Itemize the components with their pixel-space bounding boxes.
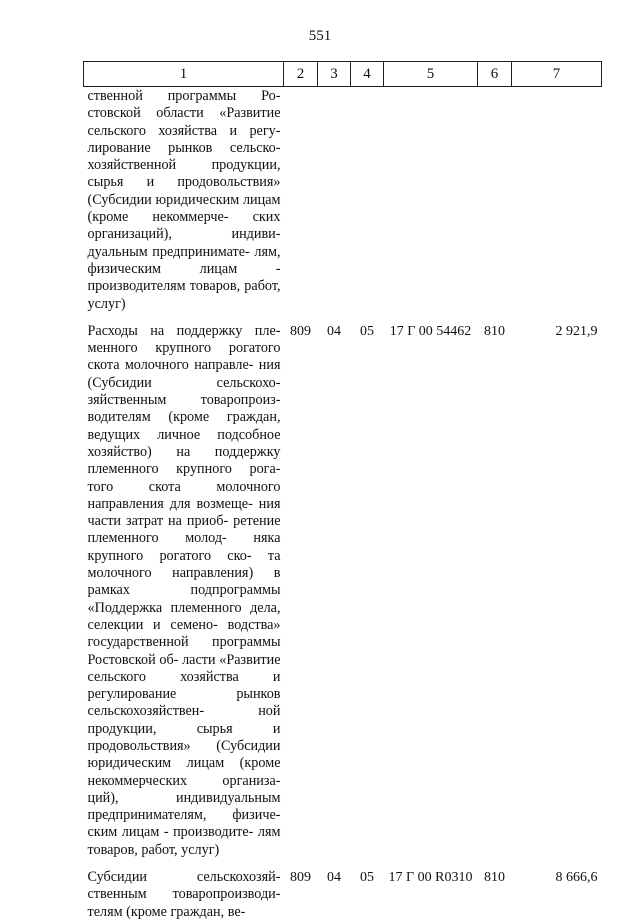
description-line: сырья и продовольствия» bbox=[87, 174, 281, 191]
column-header-1: 1 bbox=[84, 62, 284, 87]
description-line: хозяйственной продукции, bbox=[87, 157, 281, 174]
cell-ministry-code: 809 bbox=[290, 323, 311, 339]
description-line: в рамках подпрограммы bbox=[87, 565, 281, 599]
description-line: (Субсидии юридическим bbox=[87, 191, 240, 208]
description-line: предпринимателям, физиче- bbox=[87, 807, 281, 824]
description-line: лям, физическим лицам - bbox=[87, 243, 281, 277]
cell-section-code bbox=[318, 87, 351, 313]
column-header-4: 4 bbox=[351, 62, 384, 87]
description-line: ственной программы Ро- bbox=[87, 88, 281, 104]
description-line: хозяйства и регулирование bbox=[87, 668, 281, 703]
description-line: направления для возмеще- bbox=[87, 495, 253, 512]
table-row bbox=[84, 323, 602, 859]
budget-table bbox=[83, 61, 602, 921]
description-line: зяйственным товаропроиз- bbox=[87, 392, 281, 409]
column-header-row bbox=[84, 62, 602, 87]
cell-amount: 8 666,6 bbox=[555, 870, 598, 886]
row-description bbox=[84, 323, 284, 859]
row-spacer bbox=[84, 859, 602, 869]
description-line: водства» государственной bbox=[87, 616, 281, 651]
cell-subsection-code: 05 bbox=[360, 870, 374, 886]
description-line: лям товаров, работ, услуг) bbox=[87, 824, 281, 858]
column-header-7: 7 bbox=[512, 62, 602, 87]
description-line: ственным товаропроизводи- bbox=[87, 886, 281, 903]
cell-target-article bbox=[384, 87, 478, 313]
description-line: Субсидии сельскохозяй- bbox=[87, 869, 281, 886]
description-line: продовольствия» (Субсидии bbox=[87, 737, 281, 754]
cell-ministry-code bbox=[284, 87, 318, 313]
description-line: юридическим лицам (кроме bbox=[87, 755, 281, 772]
description-line: Расходы на поддержку пле- bbox=[87, 322, 281, 339]
cell-section-code: 04 bbox=[327, 870, 341, 886]
table-row bbox=[84, 87, 602, 313]
cell-target-article: 17 Г 00 54462 bbox=[389, 323, 472, 339]
description-line: ния (Субсидии сельскохо- bbox=[87, 357, 281, 391]
description-line: лирование рынков сельско- bbox=[87, 139, 281, 156]
table-row bbox=[84, 869, 602, 921]
cell-subsection-code: 05 bbox=[360, 323, 374, 339]
row-spacer-cell bbox=[84, 313, 602, 323]
cell-expense-type bbox=[478, 87, 512, 313]
description-line: ной продукции, сырья и bbox=[87, 703, 281, 737]
description-line: дуальным предпринимате- bbox=[87, 243, 250, 260]
description-line: ских организаций), индиви- bbox=[87, 209, 281, 243]
column-header-3: 3 bbox=[318, 62, 351, 87]
row-spacer-cell bbox=[84, 859, 602, 869]
cell-target-article: 17 Г 00 R0310 bbox=[388, 870, 473, 886]
description-line: няка крупного рогатого ско- bbox=[87, 530, 281, 564]
description-line: ций), индивидуальным bbox=[87, 789, 281, 806]
description-line: лицам (кроме некоммерче- bbox=[87, 191, 281, 226]
description-line: ретение племенного молод- bbox=[87, 513, 281, 547]
description-line: того скота молочного bbox=[87, 478, 281, 495]
description-line: телям (кроме граждан, ве- bbox=[87, 903, 246, 920]
cell-expense-type: 810 bbox=[484, 323, 505, 339]
description-line: работ, услуг) bbox=[87, 278, 281, 312]
description-line: «Поддержка племенного bbox=[87, 599, 242, 616]
description-line: водителям (кроме граждан, bbox=[87, 409, 281, 426]
cell-ministry-code: 809 bbox=[290, 870, 311, 886]
cell-amount bbox=[512, 87, 602, 313]
description-line: ведущих личное подсобное bbox=[87, 426, 281, 443]
description-line: программы Ростовской об- bbox=[87, 634, 281, 668]
row-description bbox=[84, 87, 284, 313]
description-line: менного крупного рогатого bbox=[87, 340, 281, 357]
description-line: ским лицам - производите- bbox=[87, 824, 254, 841]
cell-section-code: 04 bbox=[327, 323, 341, 339]
description-line: дела, селекции и семено- bbox=[87, 599, 281, 633]
description-line: племенного крупного рога- bbox=[87, 461, 281, 478]
description-line: сельского хозяйства и регу- bbox=[87, 122, 281, 139]
cell-amount: 2 921,9 bbox=[555, 323, 598, 339]
description-line: хозяйство) на поддержку bbox=[87, 443, 281, 460]
column-header-6: 6 bbox=[478, 62, 512, 87]
cell-expense-type: 810 bbox=[484, 870, 505, 886]
page-number: 551 bbox=[308, 28, 332, 44]
description-line: некоммерческих организа- bbox=[87, 772, 281, 789]
column-header-5: 5 bbox=[384, 62, 478, 87]
description-line: скота молочного направле- bbox=[87, 357, 254, 374]
row-spacer bbox=[84, 313, 602, 323]
cell-subsection-code bbox=[351, 87, 384, 313]
column-header-2: 2 bbox=[284, 62, 318, 87]
description-line: ласти «Развитие сельского bbox=[87, 651, 281, 685]
description-line: та молочного направления) bbox=[87, 547, 281, 582]
row-description bbox=[84, 869, 284, 921]
description-line: ния части затрат на приоб- bbox=[87, 495, 281, 530]
description-line: рынков сельскохозяйствен- bbox=[87, 686, 281, 720]
description-line: производителям товаров, bbox=[87, 278, 241, 295]
description-line: стовской области «Развитие bbox=[87, 105, 281, 122]
